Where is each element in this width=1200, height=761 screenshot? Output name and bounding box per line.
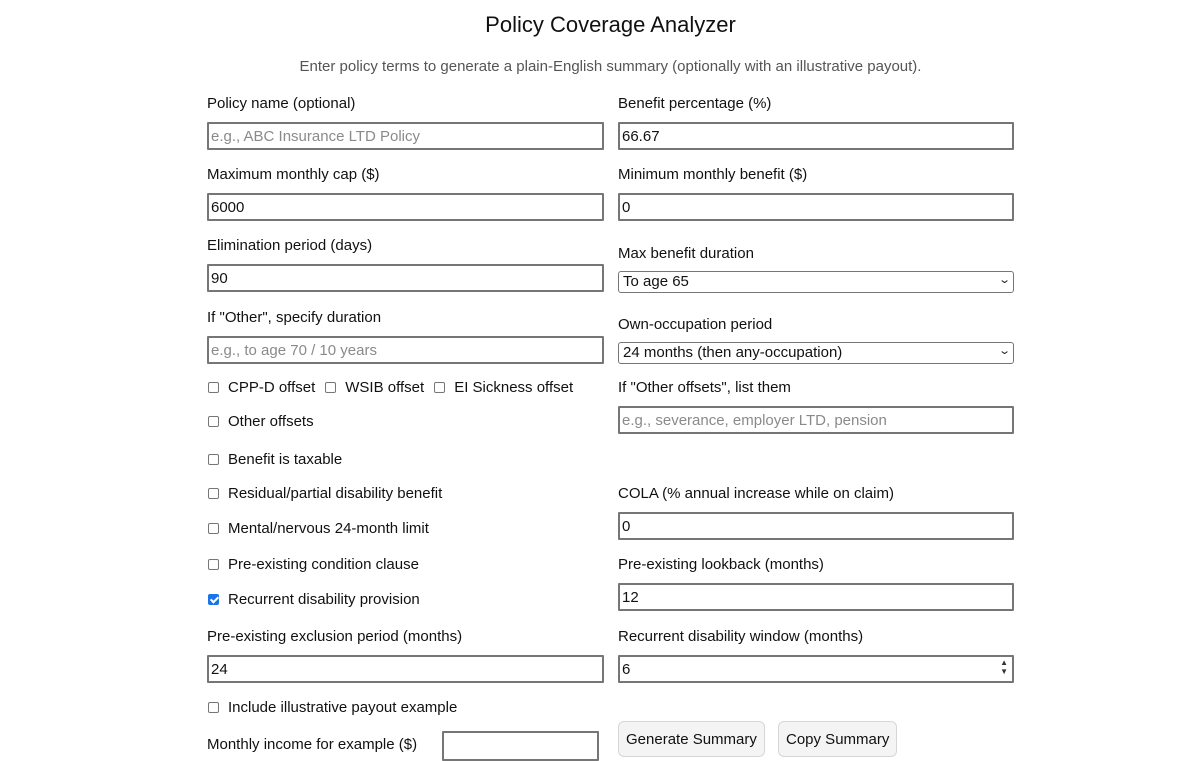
policy-name-input[interactable]: [207, 122, 604, 150]
include-payout-checkbox[interactable]: [208, 699, 457, 716]
elimination-period-input[interactable]: [207, 264, 604, 292]
preexisting-lookback-input[interactable]: [618, 583, 1014, 611]
ei-sickness-offset-checkbox[interactable]: [434, 379, 573, 396]
own-occupation-select[interactable]: [618, 342, 1014, 364]
checkbox-box[interactable]: [208, 702, 219, 713]
benefit-percentage-input[interactable]: [618, 122, 1014, 150]
residual-partial-label: Residual/partial disability benefit: [228, 485, 443, 502]
checkbox-box[interactable]: [208, 454, 219, 465]
other-duration-label: If "Other", specify duration: [207, 309, 382, 326]
preexisting-exclusion-label: Pre-existing exclusion period (months): [207, 628, 463, 645]
own-occupation-label: Own-occupation period: [618, 316, 773, 333]
generate-summary-button[interactable]: Generate Summary: [618, 721, 765, 757]
mental-nervous-label: Mental/nervous 24-month limit: [228, 520, 429, 537]
recurrent-window-label: Recurrent disability window (months): [618, 628, 864, 645]
checkbox-box-checked[interactable]: [208, 594, 219, 605]
checkbox-box[interactable]: [208, 416, 219, 427]
cppd-offset-checkbox[interactable]: [208, 379, 315, 396]
cppd-offset-label: CPP-D offset: [228, 379, 316, 396]
max-monthly-cap-label: Maximum monthly cap ($): [207, 166, 380, 183]
max-benefit-duration-value: To age 65: [623, 273, 689, 290]
checkbox-box[interactable]: [208, 523, 219, 534]
elimination-period-label: Elimination period (days): [207, 237, 373, 254]
preexisting-lookback-label: Pre-existing lookback (months): [618, 556, 824, 573]
ei-sickness-offset-label: EI Sickness offset: [454, 379, 574, 396]
policy-name-label: Policy name (optional): [207, 95, 356, 112]
page-subtitle: Enter policy terms to generate a plain-English summary (optionally with an illustrative payout).: [299, 58, 922, 75]
recurrent-provision-label: Recurrent disability provision: [228, 591, 420, 608]
benefit-taxable-checkbox[interactable]: [208, 451, 342, 468]
preexisting-clause-checkbox[interactable]: [208, 556, 419, 573]
other-offsets-checkbox[interactable]: [208, 413, 314, 430]
max-benefit-duration-label: Max benefit duration: [618, 245, 754, 262]
chevron-down-icon: ⌄: [997, 345, 1011, 357]
preexisting-exclusion-input[interactable]: [207, 655, 604, 683]
chevron-down-icon: ⌄: [997, 274, 1011, 286]
checkbox-box[interactable]: [208, 488, 219, 499]
checkbox-box[interactable]: [208, 382, 219, 393]
residual-partial-checkbox[interactable]: [208, 485, 442, 502]
wsib-offset-checkbox[interactable]: [325, 379, 424, 396]
min-monthly-benefit-input[interactable]: [618, 193, 1014, 221]
max-benefit-duration-select[interactable]: [618, 271, 1014, 293]
own-occupation-value: 24 months (then any-occupation): [623, 344, 843, 361]
checkbox-box[interactable]: [325, 382, 336, 393]
other-offsets-list-label: If "Other offsets", list them: [618, 379, 791, 396]
offsets-checkbox-group: [208, 379, 583, 396]
wsib-offset-label: WSIB offset: [345, 379, 425, 396]
page-title: Policy Coverage Analyzer: [485, 12, 736, 37]
cola-input[interactable]: [618, 512, 1014, 540]
recurrent-window-field: [618, 655, 1014, 683]
min-monthly-benefit-label: Minimum monthly benefit ($): [618, 166, 808, 183]
spinner-arrows-icon[interactable]: ▲ ▼: [1000, 658, 1008, 676]
include-payout-label: Include illustrative payout example: [228, 699, 458, 716]
max-monthly-cap-input[interactable]: [207, 193, 604, 221]
cola-label: COLA (% annual increase while on claim): [618, 485, 894, 502]
preexisting-clause-label: Pre-existing condition clause: [228, 556, 419, 573]
checkbox-box[interactable]: [434, 382, 445, 393]
mental-nervous-checkbox[interactable]: [208, 520, 429, 537]
monthly-income-input[interactable]: [442, 731, 599, 761]
benefit-percentage-label: Benefit percentage (%): [618, 95, 772, 112]
recurrent-provision-checkbox[interactable]: [208, 591, 420, 608]
recurrent-window-input[interactable]: [618, 655, 1014, 683]
other-offsets-label: Other offsets: [228, 413, 314, 430]
copy-summary-button[interactable]: Copy Summary: [778, 721, 897, 757]
other-offsets-list-input[interactable]: [618, 406, 1014, 434]
other-duration-input[interactable]: [207, 336, 604, 364]
benefit-taxable-label: Benefit is taxable: [228, 451, 343, 468]
monthly-income-label: Monthly income for example ($): [207, 736, 418, 753]
checkbox-box[interactable]: [208, 559, 219, 570]
